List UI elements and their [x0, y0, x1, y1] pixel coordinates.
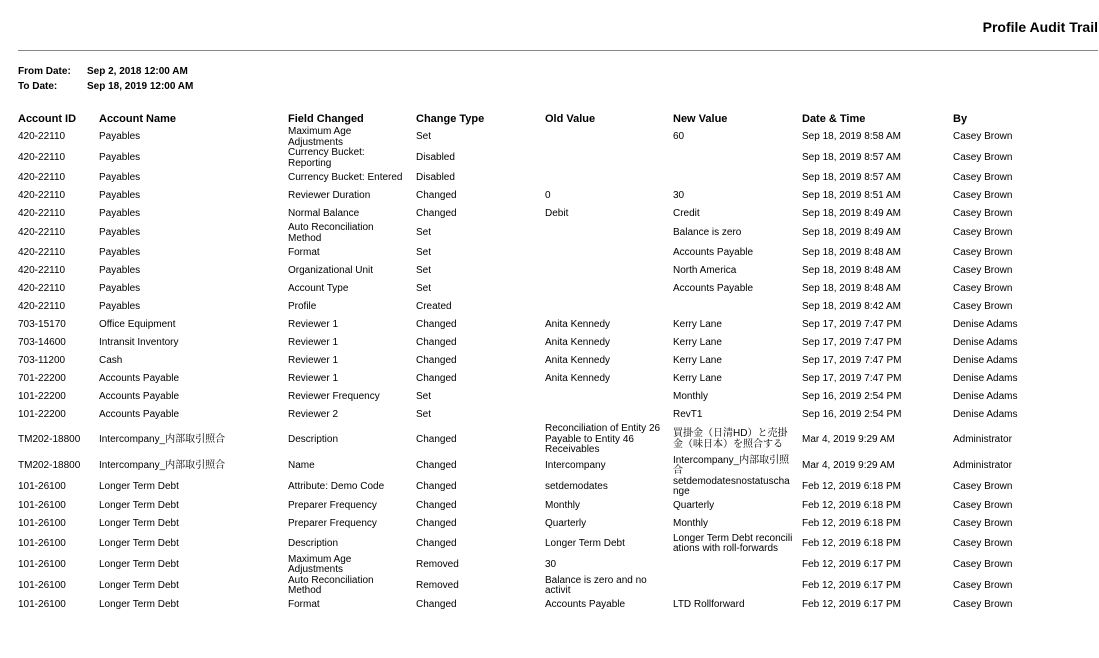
- cell-date-time: Feb 12, 2019 6:18 PM: [802, 537, 901, 549]
- cell-account-id: 101-22200: [18, 390, 66, 402]
- cell-account-id: 420-22110: [18, 300, 66, 312]
- cell-by: Denise Adams: [953, 354, 1018, 366]
- cell-by: Casey Brown: [953, 500, 1013, 512]
- cell-account-name: Longer Term Debt: [99, 537, 179, 549]
- cell-new-value: 30: [673, 189, 685, 201]
- cell-date-time: Sep 17, 2019 7:47 PM: [802, 318, 902, 330]
- cell-date-time: Sep 16, 2019 2:54 PM: [802, 390, 902, 402]
- cell-by: Casey Brown: [953, 480, 1013, 492]
- cell-account-name: Payables: [99, 189, 141, 201]
- column-header-change-type: Change Type: [416, 113, 485, 125]
- cell-account-name: Accounts Payable: [99, 372, 180, 384]
- cell-account-name: Longer Term Debt: [99, 480, 179, 492]
- cell-date-time: Sep 17, 2019 7:47 PM: [802, 354, 902, 366]
- cell-old-value: Anita Kennedy: [545, 336, 611, 348]
- table-row: [18, 456, 1073, 477]
- table-row: [18, 352, 1073, 370]
- cell-old-value: [545, 169, 673, 187]
- cell-old-value: Quarterly: [545, 518, 587, 530]
- cell-field-changed: Currency Bucket: Entered: [288, 171, 403, 183]
- cell-old-value: [545, 298, 673, 316]
- table-row: [18, 298, 1073, 316]
- cell-old-value: Reconciliation of Entity 26 Payable to Entity 46 Receivables: [545, 423, 661, 455]
- cell-old-value: [545, 280, 673, 298]
- cell-field-changed: Currency Bucket: Reporting: [288, 147, 365, 169]
- cell-new-value: setdemodatesnostatuschange: [673, 475, 790, 497]
- cell-field-changed: Reviewer 1: [288, 372, 339, 384]
- cell-account-name: Payables: [99, 264, 141, 276]
- cell-change-type: Set: [416, 246, 432, 258]
- cell-old-value: Anita Kennedy: [545, 318, 611, 330]
- cell-new-value: Kerry Lane: [673, 354, 722, 366]
- cell-field-changed: Profile: [288, 300, 317, 312]
- cell-date-time: Sep 18, 2019 8:57 AM: [802, 152, 901, 164]
- cell-date-time: Mar 4, 2019 9:29 AM: [802, 459, 895, 471]
- cell-change-type: Set: [416, 227, 432, 239]
- date-range: [18, 66, 193, 96]
- cell-account-name: Payables: [99, 246, 141, 258]
- cell-account-id: 420-22110: [18, 189, 66, 201]
- cell-date-time: Sep 18, 2019 8:48 AM: [802, 264, 901, 276]
- column-header-field-changed: Field Changed: [288, 113, 364, 125]
- cell-by: Casey Brown: [953, 537, 1013, 549]
- cell-by: Casey Brown: [953, 264, 1013, 276]
- cell-new-value: North America: [673, 264, 737, 276]
- cell-old-value: Anita Kennedy: [545, 372, 611, 384]
- cell-new-value: Monthly: [673, 390, 709, 402]
- cell-change-type: Changed: [416, 189, 457, 201]
- cell-by: Denise Adams: [953, 318, 1018, 330]
- cell-date-time: Sep 18, 2019 8:48 AM: [802, 246, 901, 258]
- cell-new-value: [673, 169, 802, 187]
- table-row: [18, 516, 1073, 534]
- cell-field-changed: Reviewer 1: [288, 354, 339, 366]
- cell-new-value: [673, 298, 802, 316]
- table-row: [18, 597, 1073, 615]
- cell-account-name: Cash: [99, 354, 123, 366]
- cell-old-value: setdemodates: [545, 480, 608, 492]
- cell-account-name: Payables: [99, 227, 141, 239]
- cell-account-name: Longer Term Debt: [99, 599, 179, 611]
- from-date-value: Sep 2, 2018 12:00 AM: [87, 66, 188, 77]
- cell-new-value: 60: [673, 131, 685, 143]
- cell-date-time: Sep 17, 2019 7:47 PM: [802, 336, 902, 348]
- cell-account-name: Payables: [99, 207, 141, 219]
- cell-by: Casey Brown: [953, 131, 1013, 143]
- cell-account-name: Intercompany_内部取引照合: [99, 433, 226, 445]
- cell-new-value: Kerry Lane: [673, 336, 722, 348]
- cell-field-changed: Account Type: [288, 282, 349, 294]
- table-row: [18, 223, 1073, 244]
- column-header-old-value: Old Value: [545, 113, 596, 125]
- cell-old-value: [545, 262, 673, 280]
- cell-date-time: Feb 12, 2019 6:18 PM: [802, 500, 901, 512]
- cell-by: Casey Brown: [953, 579, 1013, 591]
- column-header-new-value: New Value: [673, 113, 728, 125]
- table-row: [18, 148, 1073, 169]
- cell-old-value: [545, 148, 673, 169]
- cell-account-id: 420-22110: [18, 131, 66, 143]
- table-row: [18, 424, 1073, 456]
- cell-field-changed: Format: [288, 246, 320, 258]
- table-row: [18, 127, 1073, 148]
- cell-account-name: Payables: [99, 171, 141, 183]
- cell-by: Casey Brown: [953, 599, 1013, 611]
- cell-by: Denise Adams: [953, 372, 1018, 384]
- cell-old-value: [545, 406, 673, 424]
- table-row: [18, 534, 1073, 555]
- cell-account-name: Office Equipment: [99, 318, 176, 330]
- cell-account-id: 420-22110: [18, 227, 66, 239]
- cell-account-id: 101-26100: [18, 480, 66, 492]
- cell-new-value: Accounts Payable: [673, 282, 754, 294]
- cell-by: Casey Brown: [953, 300, 1013, 312]
- cell-change-type: Created: [416, 300, 452, 312]
- table-row: [18, 262, 1073, 280]
- cell-new-value: Quarterly: [673, 500, 715, 512]
- table-header: [18, 113, 1073, 127]
- cell-new-value: 買掛金（日清HD）と売掛金（味日本）を照合する: [673, 428, 788, 450]
- column-header-account-name: Account Name: [99, 113, 177, 125]
- cell-account-id: 420-22110: [18, 264, 66, 276]
- cell-by: Administrator: [953, 433, 1012, 445]
- cell-change-type: Set: [416, 390, 432, 402]
- column-header-account-id: Account ID: [18, 113, 77, 125]
- header-divider: [18, 50, 1098, 51]
- cell-date-time: Sep 18, 2019 8:49 AM: [802, 227, 901, 239]
- cell-by: Casey Brown: [953, 171, 1013, 183]
- cell-change-type: Set: [416, 282, 432, 294]
- table-row: [18, 280, 1073, 298]
- cell-field-changed: Reviewer 2: [288, 408, 339, 420]
- cell-by: Casey Brown: [953, 282, 1013, 294]
- cell-change-type: Changed: [416, 354, 457, 366]
- cell-by: Casey Brown: [953, 518, 1013, 530]
- cell-new-value: [673, 555, 802, 576]
- cell-change-type: Changed: [416, 372, 457, 384]
- cell-field-changed: Name: [288, 459, 315, 471]
- table-row: [18, 406, 1073, 424]
- cell-change-type: Set: [416, 131, 432, 143]
- cell-by: Casey Brown: [953, 152, 1013, 164]
- table-row: [18, 555, 1073, 576]
- cell-account-id: 101-26100: [18, 537, 66, 549]
- cell-change-type: Set: [416, 408, 432, 420]
- cell-account-id: 420-22110: [18, 152, 66, 164]
- cell-field-changed: Preparer Frequency: [288, 500, 377, 512]
- cell-by: Casey Brown: [953, 558, 1013, 570]
- cell-old-value: 0: [545, 189, 551, 201]
- cell-field-changed: Maximum Age Adjustments: [288, 553, 352, 575]
- cell-field-changed: Organizational Unit: [288, 264, 374, 276]
- cell-change-type: Disabled: [416, 171, 455, 183]
- cell-by: Denise Adams: [953, 408, 1018, 420]
- cell-change-type: Changed: [416, 480, 457, 492]
- cell-new-value: [673, 576, 802, 597]
- cell-field-changed: Preparer Frequency: [288, 518, 377, 530]
- column-header-by: By: [953, 113, 968, 125]
- cell-account-id: TM202-18800: [18, 459, 81, 471]
- cell-old-value: Accounts Payable: [545, 599, 626, 611]
- cell-account-name: Longer Term Debt: [99, 500, 179, 512]
- cell-account-id: 420-22110: [18, 207, 66, 219]
- cell-date-time: Sep 18, 2019 8:51 AM: [802, 189, 901, 201]
- cell-change-type: Changed: [416, 433, 457, 445]
- cell-old-value: Longer Term Debt: [545, 537, 625, 549]
- cell-old-value: [545, 223, 673, 244]
- cell-account-id: 101-26100: [18, 518, 66, 530]
- cell-date-time: Sep 18, 2019 8:48 AM: [802, 282, 901, 294]
- table-row: [18, 334, 1073, 352]
- cell-by: Casey Brown: [953, 227, 1013, 239]
- cell-new-value: Intercompany_内部取引照合: [673, 454, 790, 476]
- cell-change-type: Removed: [416, 558, 459, 570]
- cell-change-type: Changed: [416, 336, 457, 348]
- cell-new-value: Credit: [673, 207, 700, 219]
- cell-by: Denise Adams: [953, 336, 1018, 348]
- cell-account-name: Longer Term Debt: [99, 579, 179, 591]
- cell-old-value: [545, 388, 673, 406]
- cell-account-id: 701-22200: [18, 372, 66, 384]
- cell-account-id: 101-26100: [18, 558, 66, 570]
- cell-new-value: LTD Rollforward: [673, 599, 745, 611]
- cell-change-type: Changed: [416, 537, 457, 549]
- cell-change-type: Set: [416, 264, 432, 276]
- cell-change-type: Disabled: [416, 152, 455, 164]
- cell-field-changed: Normal Balance: [288, 207, 360, 219]
- cell-old-value: Anita Kennedy: [545, 354, 611, 366]
- cell-account-name: Intransit Inventory: [99, 336, 179, 348]
- cell-account-id: 101-26100: [18, 500, 66, 512]
- table-row: [18, 498, 1073, 516]
- cell-account-name: Intercompany_内部取引照合: [99, 459, 226, 471]
- cell-account-name: Longer Term Debt: [99, 518, 179, 530]
- table-row: [18, 244, 1073, 262]
- cell-change-type: Changed: [416, 518, 457, 530]
- cell-field-changed: Maximum Age Adjustments: [288, 126, 352, 148]
- cell-change-type: Changed: [416, 207, 457, 219]
- cell-old-value: Intercompany: [545, 459, 606, 471]
- cell-date-time: Sep 16, 2019 2:54 PM: [802, 408, 902, 420]
- cell-field-changed: Auto Reconciliation Method: [288, 222, 374, 244]
- cell-date-time: Sep 18, 2019 8:49 AM: [802, 207, 901, 219]
- cell-change-type: Changed: [416, 459, 457, 471]
- cell-date-time: Feb 12, 2019 6:18 PM: [802, 480, 901, 492]
- cell-account-name: Accounts Payable: [99, 390, 180, 402]
- cell-field-changed: Reviewer Duration: [288, 189, 371, 201]
- cell-account-name: Longer Term Debt: [99, 558, 179, 570]
- cell-by: Administrator: [953, 459, 1012, 471]
- cell-field-changed: Reviewer Frequency: [288, 390, 380, 402]
- cell-change-type: Removed: [416, 579, 459, 591]
- cell-old-value: [545, 244, 673, 262]
- cell-change-type: Changed: [416, 500, 457, 512]
- cell-by: Casey Brown: [953, 207, 1013, 219]
- cell-field-changed: Description: [288, 537, 339, 549]
- cell-by: Casey Brown: [953, 246, 1013, 258]
- table-row: [18, 187, 1073, 205]
- cell-by: Casey Brown: [953, 189, 1013, 201]
- cell-new-value: Accounts Payable: [673, 246, 754, 258]
- cell-account-id: 420-22110: [18, 171, 66, 183]
- table-row: [18, 576, 1073, 597]
- table-row: [18, 370, 1073, 388]
- cell-new-value: RevT1: [673, 408, 703, 420]
- table-row: [18, 205, 1073, 223]
- cell-old-value: Balance is zero and no activit: [545, 574, 647, 596]
- from-date-label: From Date:: [18, 66, 71, 77]
- cell-date-time: Feb 12, 2019 6:18 PM: [802, 518, 901, 530]
- cell-account-name: Payables: [99, 282, 141, 294]
- cell-field-changed: Reviewer 1: [288, 336, 339, 348]
- cell-field-changed: Attribute: Demo Code: [288, 480, 385, 492]
- cell-by: Denise Adams: [953, 390, 1018, 402]
- cell-account-id: 101-26100: [18, 599, 66, 611]
- cell-account-name: Payables: [99, 131, 141, 143]
- cell-date-time: Mar 4, 2019 9:29 AM: [802, 433, 895, 445]
- cell-new-value: Balance is zero: [673, 227, 742, 239]
- cell-field-changed: Description: [288, 433, 339, 445]
- table-body: [18, 127, 1073, 615]
- cell-old-value: [545, 127, 673, 148]
- table-row: [18, 477, 1073, 498]
- to-date-value: Sep 18, 2019 12:00 AM: [87, 81, 194, 92]
- cell-new-value: Kerry Lane: [673, 372, 722, 384]
- table-row: [18, 169, 1073, 187]
- cell-change-type: Changed: [416, 318, 457, 330]
- table-row: [18, 388, 1073, 406]
- cell-account-id: TM202-18800: [18, 433, 81, 445]
- cell-date-time: Feb 12, 2019 6:17 PM: [802, 579, 901, 591]
- cell-old-value: Debit: [545, 207, 569, 219]
- cell-account-id: 101-26100: [18, 579, 66, 591]
- cell-new-value: Kerry Lane: [673, 318, 722, 330]
- cell-date-time: Sep 18, 2019 8:42 AM: [802, 300, 901, 312]
- cell-account-id: 420-22110: [18, 246, 66, 258]
- to-date-label: To Date:: [18, 81, 58, 92]
- cell-field-changed: Format: [288, 599, 320, 611]
- cell-date-time: Sep 17, 2019 7:47 PM: [802, 372, 902, 384]
- column-header-date-time: Date & Time: [802, 113, 866, 125]
- cell-account-name: Payables: [99, 300, 141, 312]
- cell-new-value: Longer Term Debt reconciliations with roll-forwards: [673, 532, 793, 554]
- cell-account-id: 703-14600: [18, 336, 66, 348]
- cell-date-time: Sep 18, 2019 8:57 AM: [802, 171, 901, 183]
- cell-old-value: 30: [545, 558, 557, 570]
- cell-account-id: 101-22200: [18, 408, 66, 420]
- cell-account-id: 703-15170: [18, 318, 66, 330]
- cell-account-id: 703-11200: [18, 354, 66, 366]
- cell-account-id: 420-22110: [18, 282, 66, 294]
- report-title: Profile Audit Trail: [982, 19, 1098, 35]
- cell-new-value: Monthly: [673, 518, 709, 530]
- cell-date-time: Sep 18, 2019 8:58 AM: [802, 131, 901, 143]
- audit-table: [18, 113, 1073, 615]
- cell-field-changed: Auto Reconciliation Method: [288, 574, 374, 596]
- cell-new-value: [673, 148, 802, 169]
- cell-date-time: Feb 12, 2019 6:17 PM: [802, 558, 901, 570]
- cell-account-name: Accounts Payable: [99, 408, 180, 420]
- cell-date-time: Feb 12, 2019 6:17 PM: [802, 599, 901, 611]
- cell-field-changed: Reviewer 1: [288, 318, 339, 330]
- cell-old-value: Monthly: [545, 500, 581, 512]
- table-row: [18, 316, 1073, 334]
- cell-change-type: Changed: [416, 599, 457, 611]
- cell-account-name: Payables: [99, 152, 141, 164]
